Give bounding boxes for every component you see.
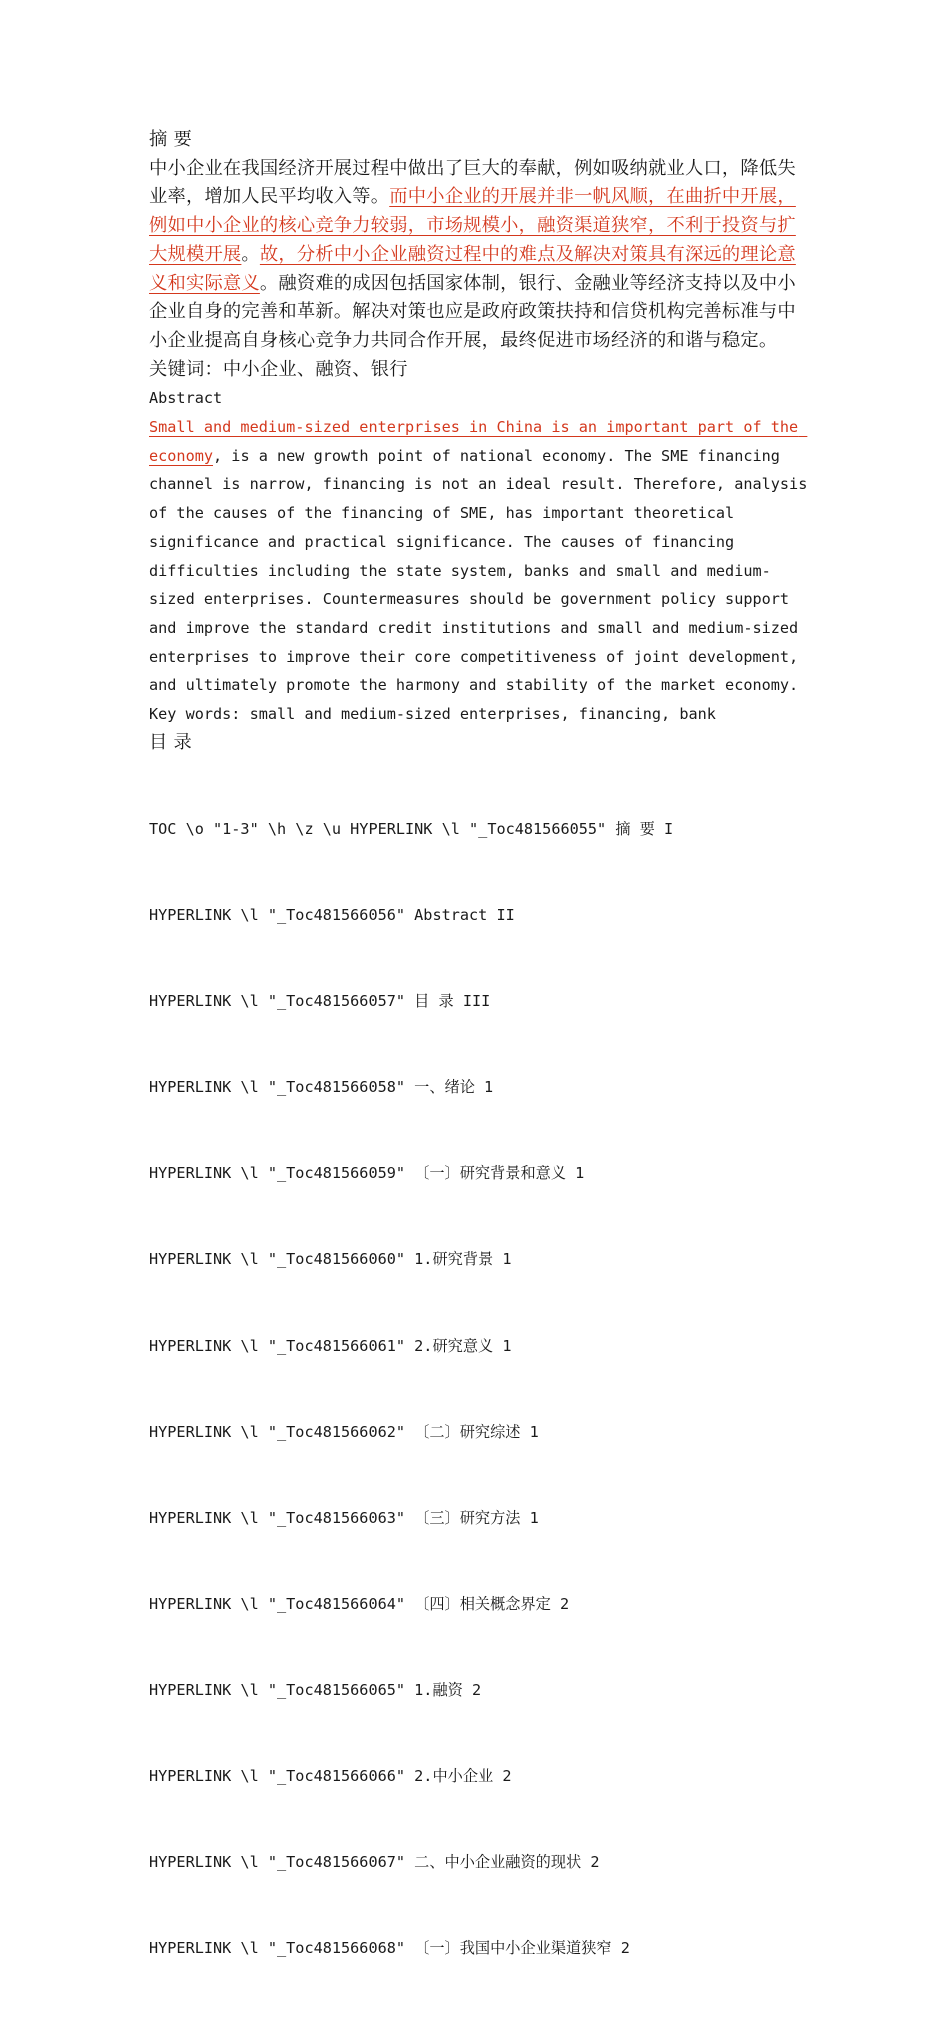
toc-line[interactable]: HYPERLINK \l "_Toc481566057" 目 录 III: [149, 992, 491, 1011]
toc-line[interactable]: HYPERLINK \l "_Toc481566067" 二、中小企业融资的现状 2: [149, 1853, 600, 1872]
en-keywords: Key words: small and medium-sized enterprises, financing, bank: [149, 705, 716, 724]
toc-line[interactable]: HYPERLINK \l "_Toc481566065" 1.融资 2: [149, 1680, 482, 1699]
toc-line[interactable]: TOC \o "1-3" \h \z \u HYPERLINK \l "_Toc481566055" 摘 要 I: [149, 819, 674, 838]
en-abstract-text: , is a new growth point of national economy. The SME financing channel is narrow, financing is not an ideal result. Therefore, analysis of the causes of the financing of SME, has important theoretical significance and practical significance. The causes of financing difficulties including the state system, banks and small and medium-sized enterprises. Countermeasures should be government policy support and improve the standard credit institutions and small and medium-sized enterprises to improve their core competitiveness of joint development, and ultimately promote the harmony and stability of the market economy.: [149, 446, 817, 695]
en-highlight-link[interactable]: Small and medium-sized enterprises in China is an important part of the economy: [149, 418, 808, 465]
toc-line[interactable]: HYPERLINK \l "_Toc481566059" 〔一〕研究背景和意义 1: [149, 1164, 585, 1183]
cn-highlight-link-2[interactable]: 故，分析中小企业融资过程中的难点及解决对策具有深远的理论意义和实际意义: [149, 243, 796, 294]
document-page: [149, 126, 817, 2020]
cn-abstract-text: 中小企业在我国经济开展过程中做出了巨大的奉献，例如吸纳就业人口，降低失业率，增加人民平均收入等。: [149, 157, 796, 208]
toc-line[interactable]: HYPERLINK \l "_Toc481566063" 〔三〕研究方法 1: [149, 1508, 539, 1527]
cn-keywords: 关键词：中小企业、融资、银行: [149, 358, 408, 380]
cn-abstract-text: 。: [241, 243, 260, 265]
toc-line[interactable]: HYPERLINK \l "_Toc481566066" 2.中小企业 2: [149, 1767, 512, 1786]
toc-line[interactable]: HYPERLINK \l "_Toc481566068" 〔一〕我国中小企业渠道狭窄 2: [149, 1939, 630, 1958]
en-abstract-heading: Abstract: [149, 389, 223, 408]
toc-line[interactable]: HYPERLINK \l "_Toc481566060" 1.研究背景 1: [149, 1250, 512, 1269]
toc-line[interactable]: HYPERLINK \l "_Toc481566062" 〔二〕研究综述 1: [149, 1422, 539, 1441]
toc-line[interactable]: HYPERLINK \l "_Toc481566056" Abstract II: [149, 905, 515, 924]
toc-line[interactable]: HYPERLINK \l "_Toc481566064" 〔四〕相关概念界定 2: [149, 1594, 570, 1613]
en-abstract-body: [149, 413, 817, 700]
cn-abstract-heading: 摘 要: [149, 129, 192, 150]
cn-highlight-link-1[interactable]: 而中小企业的开展并非一帆风顺，在曲折中开展，例如中小企业的核心竞争力较弱，市场规模小，融资渠道狭窄，不利于投资与扩大规模开展: [149, 186, 796, 265]
cn-abstract-body: [149, 155, 801, 356]
toc-list: [149, 757, 801, 2020]
toc-line[interactable]: HYPERLINK \l "_Toc481566061" 2.研究意义 1: [149, 1336, 512, 1355]
toc-heading: 目 录: [149, 731, 192, 753]
toc-line[interactable]: HYPERLINK \l "_Toc481566058" 一、绪论 1: [149, 1078, 494, 1097]
cn-abstract-text: 。融资难的成因包括国家体制，银行、金融业等经济支持以及中小企业自身的完善和革新。解决对策也应是政府政策扶持和信贷机构完善标准与中小企业提高自身核心竞争力共同合作开展，最终促进市场经济的和谐与稳定。: [149, 272, 796, 351]
